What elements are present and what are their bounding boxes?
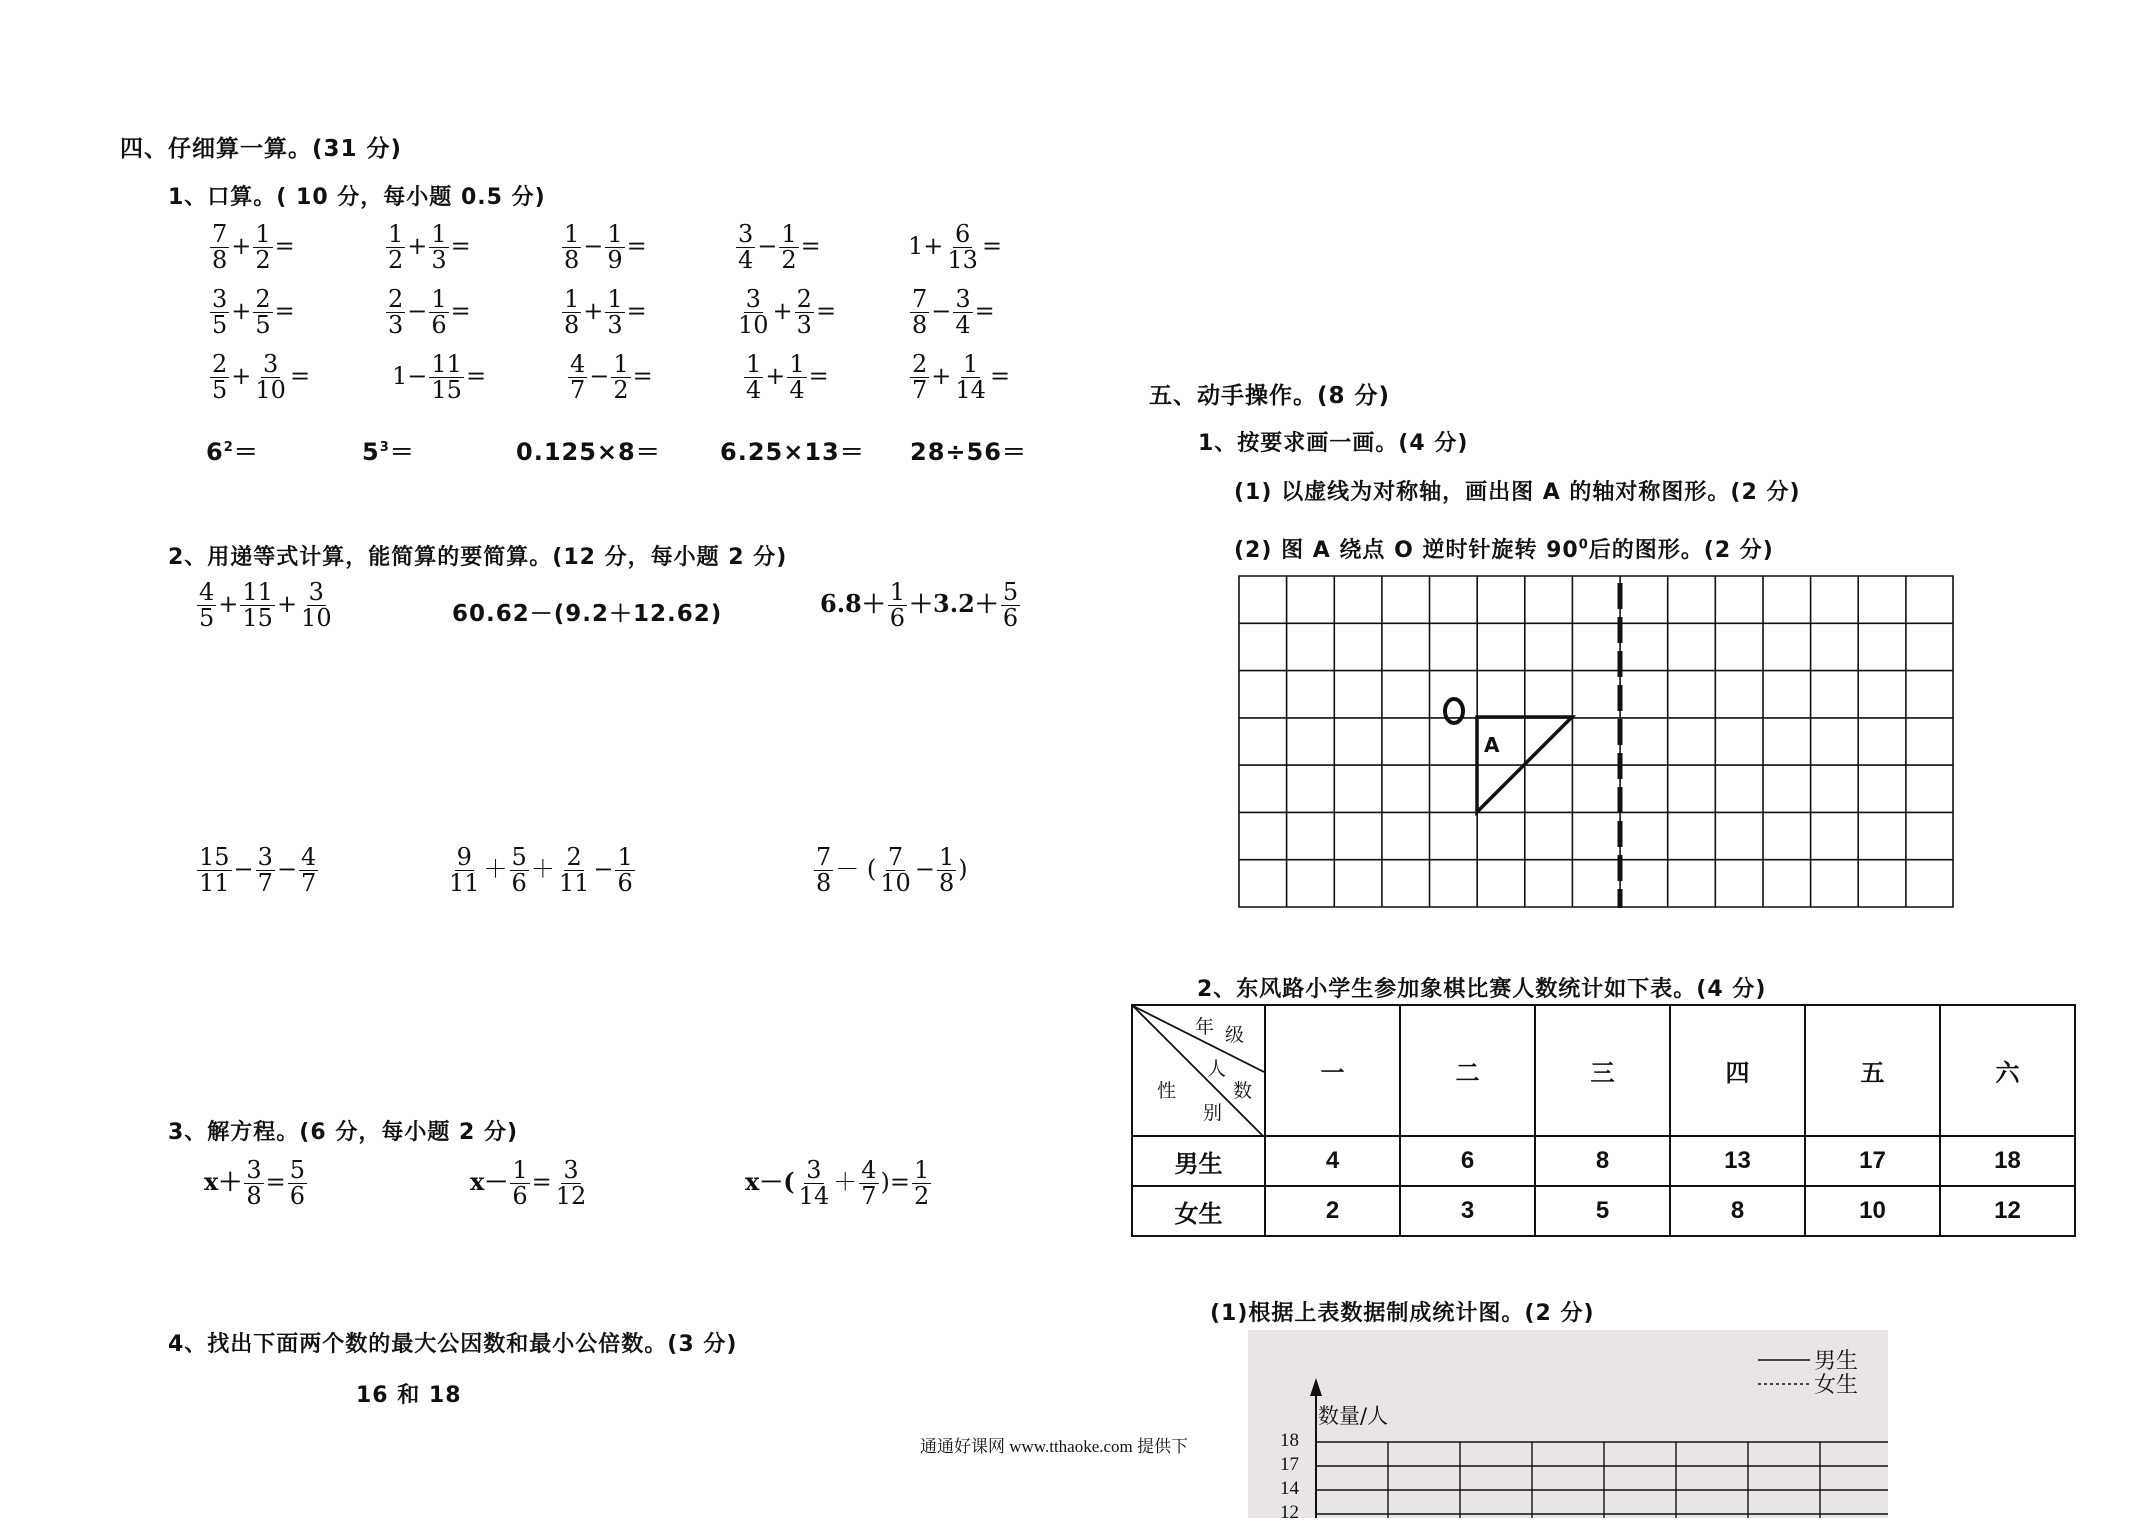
oral-item: $\frac{1}{4}$ + $\frac{1}{4}$ = bbox=[746, 350, 829, 405]
oral-item: $\frac{2}{5}$ + $\frac{3}{10}$ = bbox=[212, 350, 311, 405]
diag-count-b: 数 bbox=[1233, 1081, 1253, 1102]
calc-expression-3: 6.8＋ $\frac{1}{6}$ ＋3.2＋ $\frac{5}{6}$ bbox=[820, 578, 1019, 633]
table-cell: 5 bbox=[1535, 1186, 1670, 1236]
calc-expression-4: $\frac{15}{11}$ − $\frac{3}{7}$ − $\frac{4}{7}$ bbox=[199, 843, 317, 898]
legend-boys: 男生 bbox=[1814, 1348, 1859, 1373]
oral-item: $\frac{3}{5}$ + $\frac{2}{5}$ = bbox=[212, 285, 295, 340]
diag-grade-b: 级 bbox=[1225, 1025, 1245, 1046]
table-cell: 2 bbox=[1265, 1186, 1400, 1236]
diag-header-cell bbox=[1132, 1005, 1265, 1136]
grid-svg bbox=[1238, 575, 1954, 908]
table-cell: 8 bbox=[1670, 1186, 1805, 1236]
table-cell: 10 bbox=[1805, 1186, 1940, 1236]
oral-item: $\frac{2}{7}$ + $\frac{1}{14}$ = bbox=[912, 350, 1011, 405]
s5-q1-sub1: (1) 以虚线为对称轴，画出图 A 的轴对称图形。(2 分) bbox=[1234, 480, 1801, 505]
oral-item: $5^3=$ bbox=[362, 438, 415, 466]
chart-ylabel: 数量/人 bbox=[1318, 1404, 1389, 1428]
legend-girls: 女生 bbox=[1814, 1372, 1859, 1397]
grade-header: 四 bbox=[1670, 1005, 1805, 1136]
blank-chart bbox=[1248, 1330, 1888, 1523]
table-cell: 12 bbox=[1940, 1186, 2075, 1236]
calc-expression-6: $\frac{7}{8}$ － ( $\frac{7}{10}$ − $\frac{1}{8}$ ) bbox=[816, 843, 968, 898]
stat-table bbox=[1131, 1004, 2076, 1237]
oral-item: $6^2=$ bbox=[206, 438, 259, 466]
oral-item: $\frac{4}{7}$ − $\frac{1}{2}$ = bbox=[570, 350, 653, 405]
y-tick: 17 bbox=[1280, 1454, 1299, 1475]
calc-expression-1: $\frac{4}{5}$ + $\frac{11}{15}$ + $\frac{3}{10}$ bbox=[199, 578, 332, 633]
section5-title: 五、动手操作。(8 分) bbox=[1149, 383, 1391, 409]
oral-item: 0.125×8＝ bbox=[516, 438, 661, 466]
table-cell: 6 bbox=[1400, 1136, 1535, 1186]
table-cell: 3 bbox=[1400, 1186, 1535, 1236]
table-cell: 13 bbox=[1670, 1136, 1805, 1186]
diag-gender-a: 性 bbox=[1157, 1081, 1177, 1102]
q2-title: 2、用递等式计算，能简算的要简算。(12 分，每小题 2 分) bbox=[168, 545, 788, 570]
oral-item: $\frac{3}{4}$ − $\frac{1}{2}$ = bbox=[738, 220, 821, 275]
diag-grade-a: 年 bbox=[1195, 1017, 1215, 1038]
grade-header: 三 bbox=[1535, 1005, 1670, 1136]
table-cell: 17 bbox=[1805, 1136, 1940, 1186]
q4-title: 4、找出下面两个数的最大公因数和最小公倍数。(3 分) bbox=[168, 1332, 738, 1357]
row-label: 女生 bbox=[1132, 1186, 1265, 1236]
section4-title: 四、仔细算一算。(31 分) bbox=[120, 136, 403, 162]
footer-text: 通通好课网 www.tthaoke.com 提供下 bbox=[920, 1437, 1189, 1456]
oral-item: $\frac{1}{8}$ + $\frac{1}{3}$ = bbox=[564, 285, 647, 340]
calc-expression-2: 60.62－(9.2＋12.62) bbox=[452, 601, 723, 627]
diag-count-a: 人 bbox=[1207, 1059, 1227, 1080]
s5-q2-title: 2、东风路小学生参加象棋比赛人数统计如下表。(4 分) bbox=[1197, 977, 1767, 1002]
table-row bbox=[1132, 1136, 2075, 1186]
equation-3: x－( $\frac{3}{14}$ ＋ $\frac{4}{7}$ )= $\frac{1}{2}$ bbox=[745, 1156, 930, 1211]
y-tick: 12 bbox=[1280, 1502, 1299, 1523]
y-tick: 18 bbox=[1280, 1430, 1299, 1451]
q1-title: 1、口算。( 10 分，每小题 0.5 分) bbox=[168, 185, 546, 210]
grid-lines bbox=[1239, 576, 1953, 907]
oral-item: $\frac{2}{3}$ − $\frac{1}{6}$ = bbox=[388, 285, 471, 340]
oral-item: $\frac{3}{10}$ + $\frac{2}{3}$ = bbox=[738, 285, 837, 340]
calc-expression-5: $\frac{9}{11}$ ＋ $\frac{5}{6}$ ＋ $\frac{2}{11}$ − $\frac{1}{6}$ bbox=[449, 843, 633, 898]
diag-gender-b: 别 bbox=[1203, 1103, 1223, 1124]
triangle-label: A bbox=[1484, 733, 1501, 757]
oral-item: 1− $\frac{11}{15}$ = bbox=[392, 350, 487, 405]
grade-header: 五 bbox=[1805, 1005, 1940, 1136]
equation-2: x－ $\frac{1}{6}$ = $\frac{3}{12}$ bbox=[470, 1156, 587, 1211]
oral-item: $\frac{1}{8}$ − $\frac{1}{9}$ = bbox=[564, 220, 647, 275]
q4-numbers: 16 和 18 bbox=[356, 1383, 462, 1408]
oral-item: $\frac{7}{8}$ − $\frac{3}{4}$ = bbox=[912, 285, 995, 340]
oral-item: 28÷56＝ bbox=[910, 438, 1027, 466]
grade-header: 一 bbox=[1265, 1005, 1400, 1136]
grade-header: 二 bbox=[1400, 1005, 1535, 1136]
equation-1: x＋ $\frac{3}{8}$ = $\frac{5}{6}$ bbox=[204, 1156, 305, 1211]
table-cell: 4 bbox=[1265, 1136, 1400, 1186]
oral-item: 6.25×13＝ bbox=[720, 438, 865, 466]
oral-item: $\frac{7}{8}$ + $\frac{1}{2}$ = bbox=[212, 220, 295, 275]
s5-q2-sub1: (1)根据上表数据制成统计图。(2 分) bbox=[1210, 1301, 1595, 1326]
oral-item: 1+ $\frac{6}{13}$ = bbox=[908, 220, 1003, 275]
s5-q1-title: 1、按要求画一画。(4 分) bbox=[1198, 431, 1469, 456]
q3-title: 3、解方程。(6 分，每小题 2 分) bbox=[168, 1120, 519, 1145]
table-cell: 18 bbox=[1940, 1136, 2075, 1186]
table-cell: 8 bbox=[1535, 1136, 1670, 1186]
s5-q1-sub2: (2) 图 A 绕点 O 逆时针旋转 $90^0$后的图形。(2 分) bbox=[1234, 537, 1774, 563]
drawing-grid[interactable] bbox=[1238, 575, 1954, 908]
point-o-marker bbox=[1445, 699, 1463, 723]
table-row bbox=[1132, 1186, 2075, 1236]
grade-header: 六 bbox=[1940, 1005, 2075, 1136]
row-label: 男生 bbox=[1132, 1136, 1265, 1186]
y-tick: 14 bbox=[1280, 1478, 1299, 1499]
oral-item: $\frac{1}{2}$ + $\frac{1}{3}$ = bbox=[388, 220, 471, 275]
